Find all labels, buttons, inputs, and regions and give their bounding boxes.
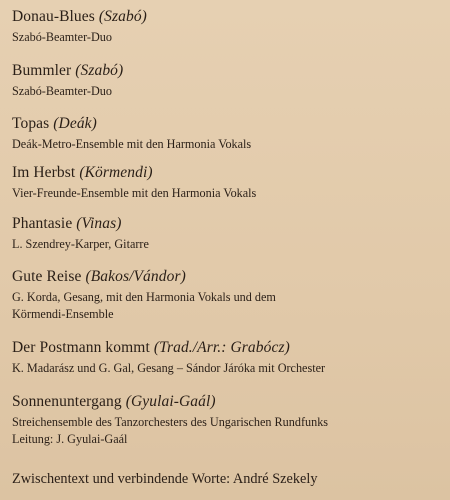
track-donau-blues xyxy=(12,8,442,46)
track-performer: Szabó-Beamter-Duo xyxy=(12,84,112,98)
track-gute-reise xyxy=(12,268,442,323)
track-title: Der Postmann kommt xyxy=(12,339,150,356)
track-composer: (Trad./Arr.: Grabócz) xyxy=(153,339,290,356)
credits-footer: Zwischentext und verbindende Worte: André Szekely xyxy=(12,471,318,487)
track-performer: K. Madarász und G. Gal, Gesang – Sándor Járóka mit Orchester xyxy=(12,361,326,375)
track-bummler xyxy=(12,62,442,100)
track-performer: Körmendi-Ensemble xyxy=(12,307,114,321)
track-im-herbst xyxy=(12,164,442,202)
track-title: Bummler xyxy=(12,62,72,79)
track-performer: G. Korda, Gesang, mit den Harmonia Vokals und dem xyxy=(12,290,276,304)
track-title: Sonnenuntergang xyxy=(12,393,122,410)
track-performer: Leitung: J. Gyulai-Gaál xyxy=(12,432,128,446)
track-der-postmann-kommt xyxy=(12,339,442,377)
track-composer: (Szabó) xyxy=(75,62,124,79)
track-phantasie xyxy=(12,215,442,253)
track-performer: Streichensemble des Tanzorchesters des Ungarischen Rundfunks xyxy=(12,415,329,429)
track-title: Donau-Blues xyxy=(12,8,95,25)
track-performer: L. Szendrey-Karper, Gitarre xyxy=(12,237,149,251)
track-title: Topas xyxy=(12,115,50,132)
track-composer: (Vinas) xyxy=(76,215,122,232)
track-composer: (Szabó) xyxy=(98,8,147,25)
track-performer: Szabó-Beamter-Duo xyxy=(12,30,112,44)
track-composer: (Körmendi) xyxy=(79,164,153,181)
track-composer: (Bakos/Vándor) xyxy=(85,268,186,285)
track-composer: (Deák) xyxy=(53,115,97,132)
track-performer: Vier-Freunde-Ensemble mit den Harmonia Vokals xyxy=(12,186,257,200)
track-performer: Deák-Metro-Ensemble mit den Harmonia Vokals xyxy=(12,137,252,151)
track-sonnenuntergang xyxy=(12,393,442,448)
track-topas xyxy=(12,115,442,153)
track-title: Gute Reise xyxy=(12,268,82,285)
track-title: Phantasie xyxy=(12,215,73,232)
track-title: Im Herbst xyxy=(12,164,76,181)
track-composer: (Gyulai-Gaál) xyxy=(125,393,216,410)
